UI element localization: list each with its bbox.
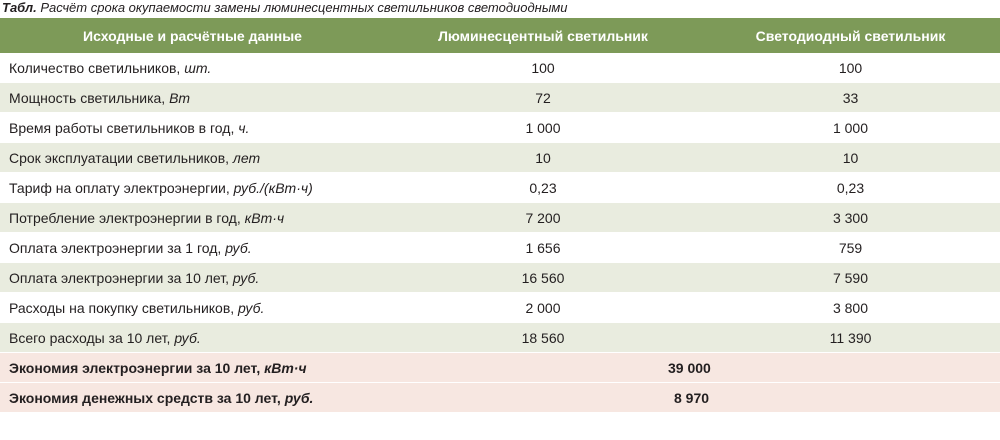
row-label: Срок эксплуатации светильников, лет: [0, 143, 385, 173]
caption-text: Расчёт срока окупаемости замены люминесцентных светильников светодиодными: [36, 0, 568, 15]
row-label: Мощность светильника, Вт: [0, 83, 385, 113]
total-label: Экономия электроэнергии за 10 лет, кВт·ч: [0, 353, 385, 383]
row-unit: руб.: [232, 269, 260, 286]
cell-led: 3 300: [701, 203, 1000, 233]
row-unit: руб.: [238, 299, 265, 316]
row-label: Тариф на оплату электроэнергии, руб./(кВт·ч): [0, 173, 385, 203]
row-unit: лет: [232, 149, 261, 166]
cell-fluorescent: 72: [385, 83, 701, 113]
row-label: Оплата электроэнергии за 10 лет, руб.: [0, 263, 385, 293]
cell-led: 100: [701, 53, 1000, 83]
cell-fluorescent: 10: [385, 143, 701, 173]
table-row: [0, 263, 1000, 293]
table-row: [0, 173, 1000, 203]
cell-fluorescent: 18 560: [385, 323, 701, 353]
table-row: [0, 293, 1000, 323]
cell-fluorescent: 0,23: [385, 173, 701, 203]
table-caption: [0, 0, 1000, 18]
total-unit: кВт·ч: [264, 359, 307, 376]
caption-lead: Табл.: [2, 0, 37, 15]
total-value: 8 970: [385, 383, 1000, 413]
cell-led: 1 000: [701, 113, 1000, 143]
total-row-money: [0, 383, 1000, 413]
cell-led: 3 800: [701, 293, 1000, 323]
cell-led: 33: [701, 83, 1000, 113]
table-row: [0, 53, 1000, 83]
row-label: Потребление электроэнергии в год, кВт·ч: [0, 203, 385, 233]
table-row: [0, 233, 1000, 263]
row-label: Оплата электроэнергии за 1 год, руб.: [0, 233, 385, 263]
header-led: Светодиодный светильник: [701, 18, 1000, 53]
header-fluorescent: Люминесцентный светильник: [385, 18, 701, 53]
cell-fluorescent: 1 000: [385, 113, 701, 143]
payback-table: [0, 18, 1000, 413]
table-row: [0, 143, 1000, 173]
row-label: Время работы светильников в год, ч.: [0, 113, 385, 143]
table-row: [0, 203, 1000, 233]
table-row: [0, 83, 1000, 113]
header-source-data: Исходные и расчётные данные: [0, 18, 385, 53]
cell-led: 10: [701, 143, 1000, 173]
row-label: Всего расходы за 10 лет, руб.: [0, 323, 385, 353]
cell-led: 7 590: [701, 263, 1000, 293]
row-label: Количество светильников, шт.: [0, 53, 385, 83]
row-unit: руб.: [174, 329, 201, 346]
table-row: [0, 323, 1000, 353]
row-unit: шт.: [184, 59, 212, 76]
row-label: Расходы на покупку светильников, руб.: [0, 293, 385, 323]
cell-led: 759: [701, 233, 1000, 263]
total-value: 39 000: [385, 353, 1000, 383]
table-header-row: [0, 18, 1000, 53]
total-label: Экономия денежных средств за 10 лет, руб.: [0, 383, 385, 413]
row-unit: руб.: [225, 239, 252, 256]
cell-fluorescent: 1 656: [385, 233, 701, 263]
row-unit: Вт: [169, 89, 191, 106]
row-unit: руб./(кВт·ч): [233, 179, 313, 196]
cell-led: 11 390: [701, 323, 1000, 353]
row-unit: ч.: [238, 119, 250, 136]
cell-fluorescent: 2 000: [385, 293, 701, 323]
row-unit: кВт·ч: [244, 209, 285, 226]
cell-fluorescent: 16 560: [385, 263, 701, 293]
cell-fluorescent: 100: [385, 53, 701, 83]
total-unit: руб.: [284, 389, 314, 406]
total-row-energy: [0, 353, 1000, 383]
table-row: [0, 113, 1000, 143]
cell-fluorescent: 7 200: [385, 203, 701, 233]
cell-led: 0,23: [701, 173, 1000, 203]
